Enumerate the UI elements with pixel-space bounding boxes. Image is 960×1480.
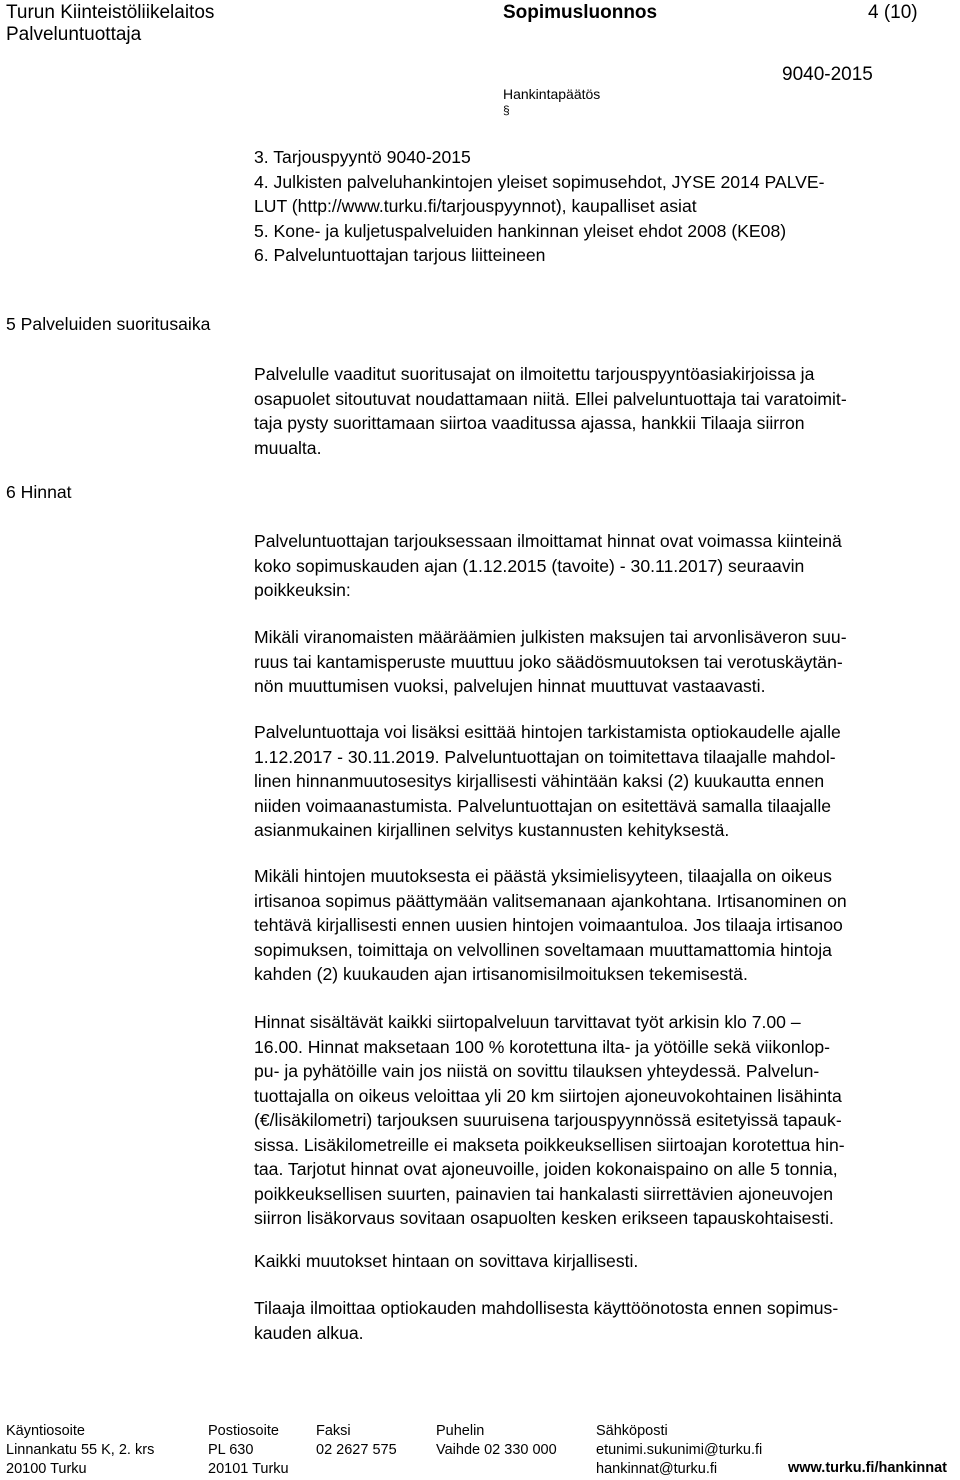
org-name: Turun Kiinteistöliikelaitos [6, 2, 215, 23]
list-item: 6. Palveluntuottajan tarjous liitteineen [254, 245, 546, 265]
paragraph-option-notice: Tilaaja ilmoittaa optiokauden mahdollisesta käyttöönotosta ennen sopimus- kauden alkua. [254, 1298, 839, 1343]
paragraph-written-changes: Kaikki muutokset hintaan on sovittava kirjallisesti. [254, 1251, 639, 1271]
footer-fax: Faksi 02 2627 575 [316, 1423, 397, 1458]
email-link[interactable]: etunimi.sukunimi@turku.fi [596, 1442, 763, 1458]
paragraph-option-period: Palveluntuottaja voi lisäksi esittää hintojen tarkistamista optiokaudelle ajalle 1.12.2017 - 30.11.2019. Palveluntuottajan on toimitettava tilaajalle mahdol- linen hinnanmuutosesitys kirjallisesti vähintään kaksi (2) kuukautta ennen niiden voimaanastumista. Palveluntuottajan on esitettävä samalla tilaajalle asianmukainen kirjallinen selvitys kustannusten kehityksestä. [254, 722, 841, 840]
section-heading: 5 Palveluiden suoritusaika [6, 314, 211, 334]
footer-post-address: Postiosoite PL 630 20101 Turku [208, 1423, 289, 1477]
list-item: LUT (http://www.turku.fi/tarjouspyynnot), kaupalliset asiat [254, 196, 697, 216]
paragraph-termination: Mikäli hintojen muutoksesta ei päästä yksimielisyyteen, tilaajalla on oikeus irtisanoa sopimus päättymään valitsemanaan ajankohtana. Irtisanominen on tehtävä kirjallisesti ennen uusien hintojen voimaantuloa. Jos tilaaja irtisanoo sopimuksen, toimittaja on velvollinen soveltamaan muuttamattomia hintoja kahden (2) kuukauden ajan irtisanomisilmoituksen tekemisestä. [254, 866, 847, 984]
doc-number: 9040-2015 [782, 64, 873, 85]
doc-type: Sopimusluonnos [503, 2, 658, 23]
paragraph-fixed-prices: Palveluntuottajan tarjouksessaan ilmoittamat hinnat ovat voimassa kiinteinä koko sopimuskauden ajan (1.12.2015 (tavoite) - 30.11.2017) seuraavin poikkeuksin: [254, 531, 842, 600]
attachment-list [254, 145, 954, 268]
decision-label: Hankintapäätös [503, 86, 601, 102]
paragraph-price-details: Hinnat sisältävät kaikki siirtopalveluun tarvittavat työt arkisin klo 7.00 – 16.00. Hinnat maksetaan 100 % korotettuna ilta- ja yötöille sekä viikonlop- pu- ja pyhätöille vain jos niistä on sovittu tilauksen yhteydessä. Palvelun- tuottajalla on oikeus veloittaa yli 20 km siirtojen ajoneuvokohtainen lisähinta (€/lisäkilometri) tarjouksen suuruisena tarjouspyynnössä esitetyissä tapauk- sissa. Lisäkilometreille ei makseta poikkeuksellisen siirtoajan korotettua hin- taa. Tarjotut hinnat ovat ajoneuvoille, joiden kokonaispaino on alle 5 tonnia, poikkeuksellisen suurten, painavien tai hankalasti siirrettävien ajoneuvojen siirron lisäkorvaus sovitaan osapuolten kesken erikseen tapauskohtaisesti. [254, 1012, 845, 1228]
footer-phone: Puhelin Vaihde 02 330 000 [436, 1423, 557, 1458]
list-item: 4. Julkisten palveluhankintojen yleiset sopimusehdot, JYSE 2014 PALVE- [254, 171, 825, 192]
section-heading: 6 Hinnat [6, 482, 72, 502]
footer-email: Sähköposti etunimi.sukunimi@turku.fi hankinnat@turku.fi [596, 1423, 763, 1477]
footer-visit-address: Käyntiosoite Linnankatu 55 K, 2. krs 20100 Turku [6, 1423, 155, 1477]
list-item: 3. Tarjouspyyntö 9040-2015 [254, 147, 471, 167]
paragraph-performance-times: Palvelulle vaaditut suoritusajat on ilmoitettu tarjouspyyntöasiakirjoissa ja osapuolet sitoutuvat noudattamaan niitä. Ellei palveluntuottaja tai varatoimit- taja pysty suorittamaan siirtoa vaaditussa ajassa, hankkii Tilaaja siirron muualta. [254, 364, 847, 458]
list-item: 5. Kone- ja kuljetuspalveluiden hankinnan yleiset ehdot 2008 (KE08) [254, 220, 787, 241]
email-link[interactable]: hankinnat@turku.fi [596, 1461, 718, 1477]
paragraph-tax-changes: Mikäli viranomaisten määräämien julkisten maksujen tai arvonlisäveron suu- ruus tai kantamisperuste muuttuu joko säädösmuutoksen tai verotuskäytän- nön muuttumisen vuoksi, palvelujen hinnat muuttuvat vastaavasti. [254, 627, 847, 696]
section-mark: § [503, 103, 510, 117]
page-number: 4 (10) [868, 2, 918, 23]
org-subtitle: Palveluntuottaja [6, 24, 142, 45]
footer-web-link[interactable]: www.turku.fi/hankinnat [788, 1460, 947, 1476]
